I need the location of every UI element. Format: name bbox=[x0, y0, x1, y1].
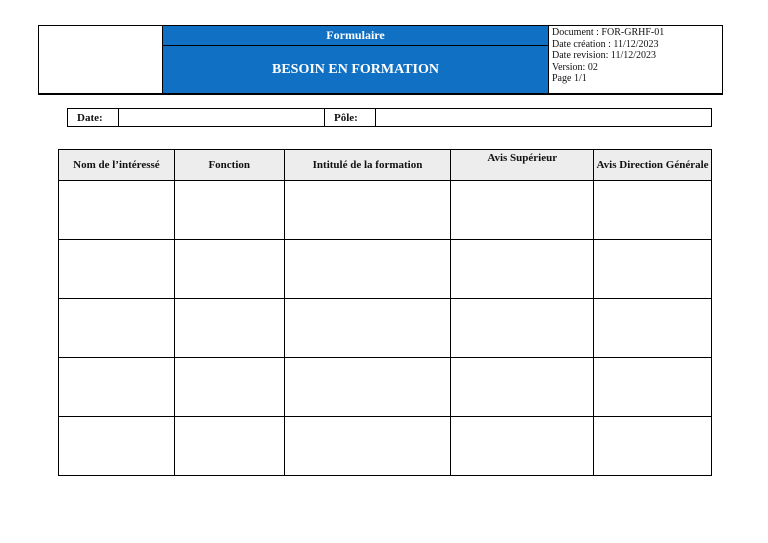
form-header bbox=[38, 25, 723, 95]
table-cell[interactable] bbox=[59, 181, 175, 240]
pole-field[interactable] bbox=[376, 109, 711, 126]
table-cell[interactable] bbox=[59, 358, 175, 417]
form-label: Formulaire bbox=[163, 26, 548, 46]
table-cell[interactable] bbox=[594, 417, 712, 476]
table-cell[interactable] bbox=[59, 417, 175, 476]
date-field[interactable] bbox=[119, 109, 325, 126]
meta-document: Document : FOR-GRHF-01 bbox=[552, 27, 665, 38]
meta-date-revision: Date revision: 11/12/2023 bbox=[552, 50, 657, 61]
date-pole-bar bbox=[67, 108, 712, 127]
document-meta bbox=[549, 26, 722, 93]
table-row bbox=[59, 181, 712, 240]
col-intitule-formation: Intitulé de la formation bbox=[284, 150, 451, 181]
col-avis-direction: Avis Direction Générale bbox=[594, 150, 712, 181]
table-cell[interactable] bbox=[174, 181, 284, 240]
table-cell[interactable] bbox=[451, 181, 594, 240]
table-cell[interactable] bbox=[284, 358, 451, 417]
table-cell[interactable] bbox=[284, 417, 451, 476]
meta-page: Page 1/1 bbox=[552, 73, 587, 84]
training-needs-table bbox=[58, 149, 712, 476]
col-fonction: Fonction bbox=[174, 150, 284, 181]
date-label: Date: bbox=[68, 109, 119, 126]
table-cell[interactable] bbox=[594, 181, 712, 240]
table-row bbox=[59, 358, 712, 417]
table-header-row bbox=[59, 150, 712, 181]
table-row bbox=[59, 299, 712, 358]
table-cell[interactable] bbox=[594, 358, 712, 417]
table-cell[interactable] bbox=[451, 358, 594, 417]
table-cell[interactable] bbox=[174, 358, 284, 417]
table-cell[interactable] bbox=[284, 240, 451, 299]
meta-date-creation: Date création : 11/12/2023 bbox=[552, 38, 659, 50]
col-avis-superieur: Avis Supérieur bbox=[451, 150, 594, 181]
table-cell[interactable] bbox=[284, 299, 451, 358]
table-row bbox=[59, 240, 712, 299]
table-cell[interactable] bbox=[451, 240, 594, 299]
table-cell[interactable] bbox=[59, 299, 175, 358]
table-cell[interactable] bbox=[284, 181, 451, 240]
table-cell[interactable] bbox=[59, 240, 175, 299]
table-cell[interactable] bbox=[174, 417, 284, 476]
pole-label: Pôle: bbox=[325, 109, 376, 126]
logo-area bbox=[39, 26, 163, 93]
table-cell[interactable] bbox=[594, 240, 712, 299]
table-cell[interactable] bbox=[174, 299, 284, 358]
col-nom-interesse: Nom de l’intéressé bbox=[59, 150, 175, 181]
table-cell[interactable] bbox=[451, 417, 594, 476]
form-title: BESOIN EN FORMATION bbox=[163, 46, 548, 93]
table-cell[interactable] bbox=[451, 299, 594, 358]
title-block bbox=[163, 26, 549, 93]
table-cell[interactable] bbox=[594, 299, 712, 358]
meta-version: Version: 02 bbox=[552, 61, 598, 73]
table-row bbox=[59, 417, 712, 476]
table-cell[interactable] bbox=[174, 240, 284, 299]
